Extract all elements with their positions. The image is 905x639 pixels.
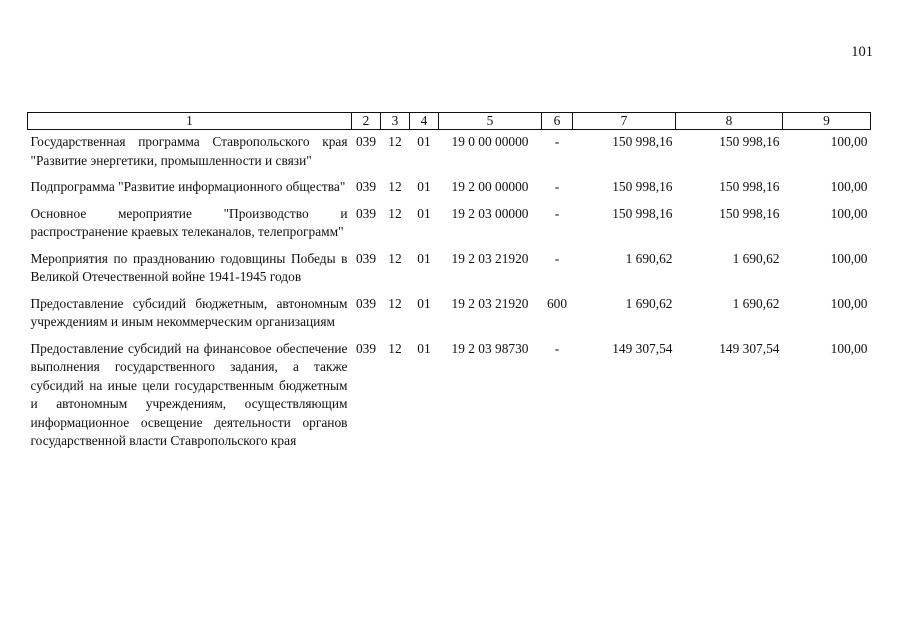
execution-percent: 100,00: [830, 295, 868, 311]
amount-planned: 1 690,62: [625, 250, 673, 266]
target-article-code: 19 2 00 00000: [451, 179, 529, 194]
section-code: 12: [388, 179, 402, 194]
execution-percent: 100,00: [830, 205, 868, 221]
amount-executed: 150 998,16: [719, 134, 780, 149]
column-header: 1: [28, 113, 352, 130]
execution-percent: 100,00: [830, 340, 868, 356]
row-name: Подпрограмма "Развитие информационного общества": [30, 179, 346, 194]
ministry-code: 039: [355, 340, 377, 356]
amount-executed: 1 690,62: [732, 295, 780, 311]
page-number: 101: [851, 44, 873, 60]
table-row: [28, 130, 871, 176]
amount-planned: 149 307,54: [612, 340, 673, 356]
table-row: [28, 202, 871, 247]
subsection-code: 01: [417, 134, 431, 149]
amount-executed: 1 690,62: [732, 250, 780, 266]
expense-type-code: -: [554, 205, 560, 221]
column-header: 9: [783, 113, 871, 130]
table-row: [28, 247, 871, 292]
target-article-code: 19 2 03 98730: [451, 340, 529, 356]
amount-planned: 150 998,16: [612, 134, 673, 149]
ministry-code: 039: [355, 205, 377, 221]
row-name: Основное мероприятие "Производство и распространение краевых телеканалов, телепрограмм": [30, 205, 348, 239]
column-header: 4: [410, 113, 439, 130]
amount-executed: 150 998,16: [719, 205, 780, 221]
column-header: 8: [676, 113, 783, 130]
expense-type-code: -: [554, 179, 560, 194]
execution-percent: 100,00: [830, 179, 868, 194]
target-article-code: 19 2 03 00000: [451, 205, 529, 221]
column-header: 6: [542, 113, 573, 130]
section-code: 12: [388, 295, 402, 311]
table-row: [28, 292, 871, 337]
row-name: Мероприятия по празднованию годовщины Победы в Великой Отечественной войне 1941-1945 годов: [30, 250, 348, 284]
subsection-code: 01: [417, 250, 431, 266]
expense-type-code: -: [554, 134, 560, 149]
execution-percent: 100,00: [830, 134, 868, 149]
amount-executed: 149 307,54: [719, 340, 780, 356]
column-header: 2: [352, 113, 381, 130]
expense-type-code: -: [554, 340, 560, 356]
ministry-code: 039: [355, 134, 377, 149]
column-number-row: [28, 113, 871, 130]
expense-type-code: 600: [546, 295, 568, 311]
amount-planned: 1 690,62: [625, 295, 673, 311]
expense-type-code: -: [554, 250, 560, 266]
row-name: Предоставление субсидий на финансовое обеспечение выполнения государственного задания, а также субсидий на иные цели государственным бюджетным и автономным учреждениям, осуществляющим информационное освещение деятельности органов государственной власти Ставропольского края: [30, 340, 348, 448]
ministry-code: 039: [355, 179, 377, 194]
section-code: 12: [388, 134, 402, 149]
section-code: 12: [388, 250, 402, 266]
table-row: [28, 337, 871, 456]
execution-percent: 100,00: [830, 250, 868, 266]
row-name: Государственная программа Ставропольского края "Развитие энергетики, промышленности и связи": [30, 134, 348, 168]
section-code: 12: [388, 340, 402, 356]
amount-planned: 150 998,16: [612, 205, 673, 221]
target-article-code: 19 2 03 21920: [451, 250, 529, 266]
subsection-code: 01: [417, 205, 431, 221]
column-header: 7: [573, 113, 676, 130]
amount-planned: 150 998,16: [612, 179, 673, 194]
budget-table: [27, 112, 871, 456]
subsection-code: 01: [417, 340, 431, 356]
target-article-code: 19 2 03 21920: [451, 295, 529, 311]
table-row: [28, 175, 871, 202]
amount-executed: 150 998,16: [719, 179, 780, 194]
target-article-code: 19 0 00 00000: [451, 134, 529, 149]
ministry-code: 039: [355, 295, 377, 311]
ministry-code: 039: [355, 250, 377, 266]
column-header: 5: [439, 113, 542, 130]
subsection-code: 01: [417, 179, 431, 194]
subsection-code: 01: [417, 295, 431, 311]
column-header: 3: [381, 113, 410, 130]
section-code: 12: [388, 205, 402, 221]
row-name: Предоставление субсидий бюджетным, автономным учреждениям и иным некоммерческим организациям: [30, 295, 348, 329]
